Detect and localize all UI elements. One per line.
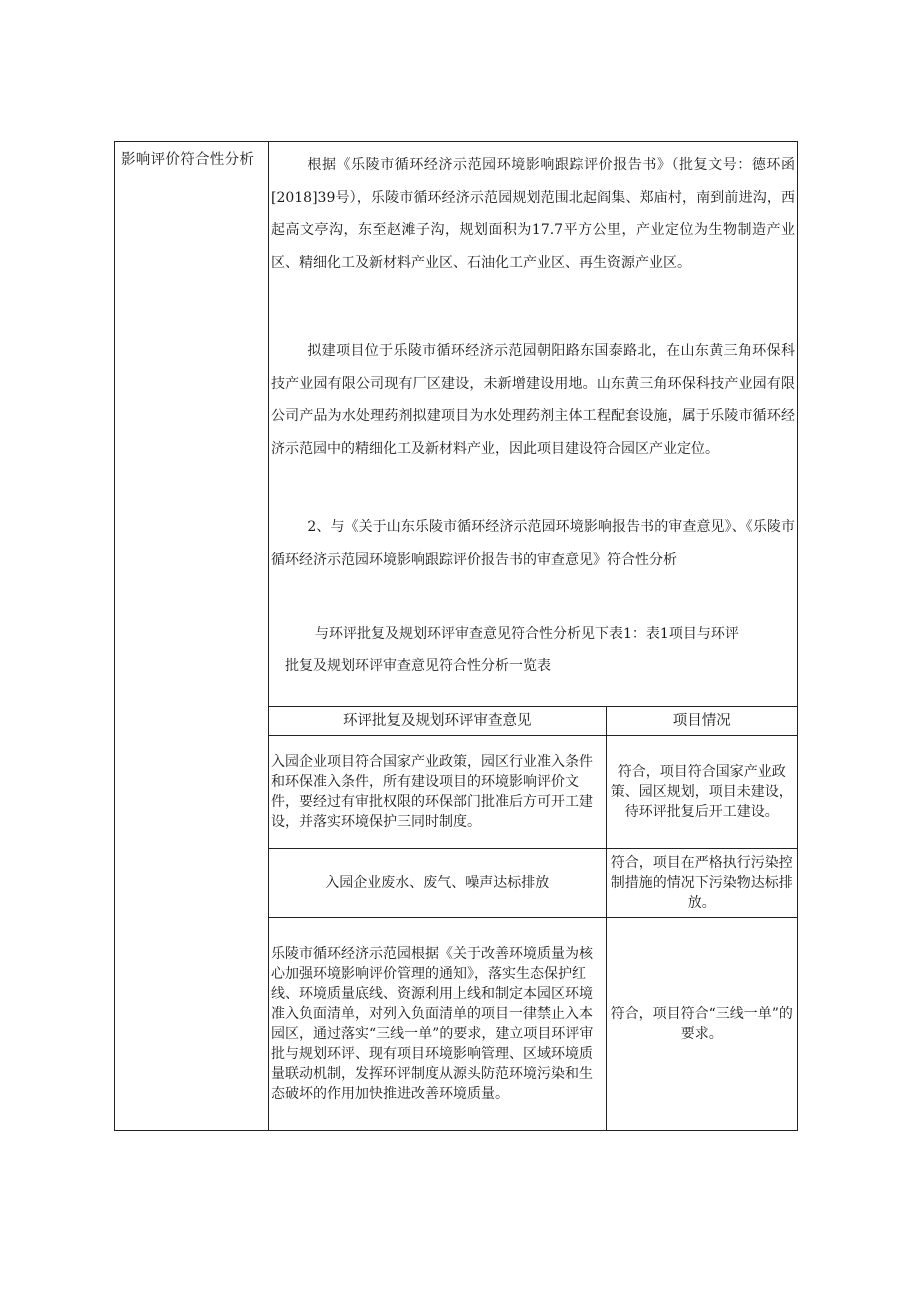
status-cell: 符合，项目符合“三线一单”的要求。 [606, 918, 797, 1131]
status-cell: 符合，项目在严格执行污染控制措施的情况下污染物达标排放。 [606, 849, 797, 918]
paragraph-zoning: 根据《乐陵市循环经济示范园环境影响跟踪评价报告书》（批复文号：德环函[2018]39号），乐陵市循环经济示范园规划范围北起阎集、郑庙村，南到前进沟，西起高文亭沟，东至赵滩子沟，规划面积为17.7平方公里，产业定位为生物制造产业区、精细化工及新材料产业区、石油化工产业区、再生资源产业区。 [271, 157, 795, 271]
table-row [269, 918, 797, 1131]
table-row [269, 849, 797, 918]
table-row [269, 736, 797, 849]
analysis-table [114, 141, 798, 1131]
opinion-cell: 乐陵市循环经济示范园根据《关于改善环境质量为核心加强环境影响评价管理的通知》，落实生态保护红线、环境质量底线、资源利用上线和制定本园区环境准入负面清单，对列入负面清单的项目一律禁止入本园区，通过落实“三线一单”的要求，建立项目环评审批与规划环评、现有项目环境影响管理、区域环境质量联动机制，发挥环评制度从源头防范环境污染和生态破坏的作用加快推进改善环境质量。 [269, 918, 606, 1131]
header-opinion: 环评批复及规划环评审查意见 [269, 707, 606, 736]
section-label: 影响评价符合性分析 [121, 152, 255, 168]
opinion-cell: 入园企业项目符合国家产业政策，园区行业准入条件和环保准入条件，所有建设项目的环境影响评价文件，要经过有审批权限的环保部门批准后方可开工建设，并落实环境保护三同时制度。 [269, 736, 606, 849]
table-header-row [269, 707, 797, 736]
paragraph-project-location: 拟建项目位于乐陵市循环经济示范园朝阳路东国泰路北，在山东黄三角环保科技产业园有限公司现有厂区建设，未新增建设用地。山东黄三角环保科技产业园有限公司产品为水处理药剂拟建项目为水处理药剂主体工程配套设施，属于乐陵市循环经济示范园中的精细化工及新材料产业，因此项目建设符合园区产业定位。 [271, 343, 795, 457]
status-cell: 符合，项目符合国家产业政策、园区规划，项目未建设，待环评批复后开工建设。 [606, 736, 797, 849]
header-status: 项目情况 [606, 707, 797, 736]
compliance-table [269, 707, 797, 1130]
table-intro [285, 618, 795, 682]
table-intro-line-2: 批复及规划环评审查意见符合性分析一览表 [285, 658, 551, 674]
paragraph-review-opinions: 2、与《关于山东乐陵市循环经济示范园环境影响报告书的审查意见》、《乐陵市循环经济示范园环境影响跟踪评价报告书的审查意见》符合性分析 [271, 519, 795, 568]
table-intro-line-1: 与环评批复及规划环评审查意见符合性分析见下表1：表1项目与环评 [315, 626, 739, 642]
opinion-cell: 入园企业废水、废气、噪声达标排放 [269, 849, 606, 918]
